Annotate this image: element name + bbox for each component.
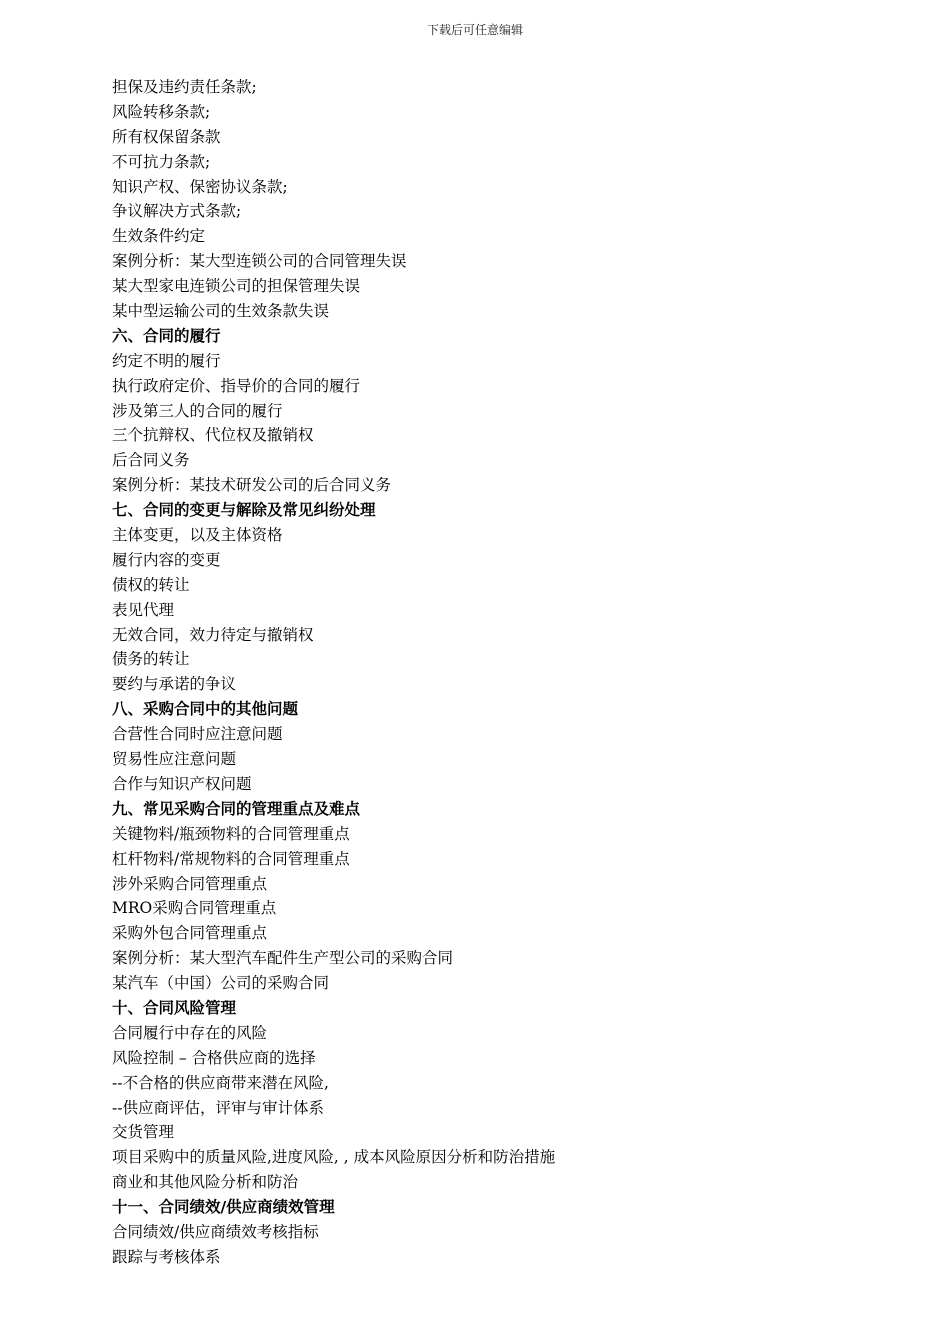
text-line: 贸易性应注意问题: [112, 750, 237, 769]
text-line: 约定不明的履行: [112, 351, 221, 370]
section-heading: 七、合同的变更与解除及常见纠纷处理: [112, 501, 376, 520]
text-line: 关键物料/瓶颈物料的合同管理重点: [112, 824, 350, 843]
text-line: 合作与知识产权问题: [112, 774, 252, 793]
section-heading: 十一、合同绩效/供应商绩效管理: [112, 1198, 335, 1217]
text-line: 某大型家电连锁公司的担保管理失误: [112, 277, 361, 296]
text-line: 履行内容的变更: [112, 550, 221, 569]
section-heading: 九、常见采购合同的管理重点及难点: [112, 799, 361, 818]
text-line: 风险控制 – 合格供应商的选择: [112, 1048, 316, 1067]
text-line: 知识产权、保密协议条款;: [112, 177, 288, 196]
text-line: 债权的转让: [112, 575, 190, 594]
text-line: 合同绩效/供应商绩效考核指标: [112, 1222, 319, 1241]
text-line: 某中型运输公司的生效条款失误: [112, 302, 330, 321]
text-line: 商业和其他风险分析和防治: [112, 1173, 299, 1192]
text-line: MRO采购合同管理重点: [112, 899, 277, 918]
text-line: 生效条件约定: [112, 227, 206, 246]
section-heading: 六、合同的履行: [112, 326, 221, 345]
text-line: 后合同义务: [112, 451, 190, 470]
text-line: 无效合同，效力待定与撤销权: [112, 625, 314, 644]
text-line: 跟踪与考核体系: [112, 1247, 221, 1266]
text-line: 涉外采购合同管理重点: [112, 874, 268, 893]
text-line: 项目采购中的质量风险,进度风险, , 成本风险原因分析和防治措施: [112, 1148, 556, 1167]
text-line: 主体变更，以及主体资格: [112, 526, 283, 545]
text-line: --供应商评估，评审与审计体系: [112, 1098, 324, 1117]
section-heading: 十、合同风险管理: [112, 998, 237, 1017]
text-line: 三个抗辩权、代位权及撤销权: [112, 426, 314, 445]
text-line: 执行政府定价、指导价的合同的履行: [112, 376, 361, 395]
text-line: 合营性合同时应注意问题: [112, 725, 283, 744]
text-line: 案例分析：某技术研发公司的后合同义务: [112, 476, 392, 495]
text-line: 债务的转让: [112, 650, 190, 669]
text-line: 涉及第三人的合同的履行: [112, 401, 283, 420]
text-line: 合同履行中存在的风险: [112, 1023, 268, 1042]
text-line: 表见代理: [112, 600, 175, 619]
section-heading: 八、采购合同中的其他问题: [112, 700, 299, 719]
text-line: 案例分析：某大型连锁公司的合同管理失误: [112, 252, 407, 271]
text-line: 某汽车（中国）公司的采购合同: [112, 974, 330, 993]
text-line: 案例分析：某大型汽车配件生产型公司的采购合同: [112, 949, 454, 968]
text-line: 争议解决方式条款;: [112, 202, 242, 221]
text-line: 担保及违约责任条款;: [112, 78, 257, 96]
text-line: 要约与承诺的争议: [112, 675, 237, 694]
text-line: --不合格的供应商带来潜在风险,: [112, 1073, 329, 1092]
text-line: 采购外包合同管理重点: [112, 924, 268, 943]
document-body: [112, 75, 872, 1270]
text-line: 不可抗力条款;: [112, 152, 211, 171]
text-line: 交货管理: [112, 1123, 175, 1142]
text-line: 所有权保留条款: [112, 127, 221, 146]
text-line: 杠杆物料/常规物料的合同管理重点: [112, 849, 350, 868]
page-header: 下载后可任意编辑: [426, 23, 523, 37]
text-line: 风险转移条款;: [112, 102, 211, 121]
